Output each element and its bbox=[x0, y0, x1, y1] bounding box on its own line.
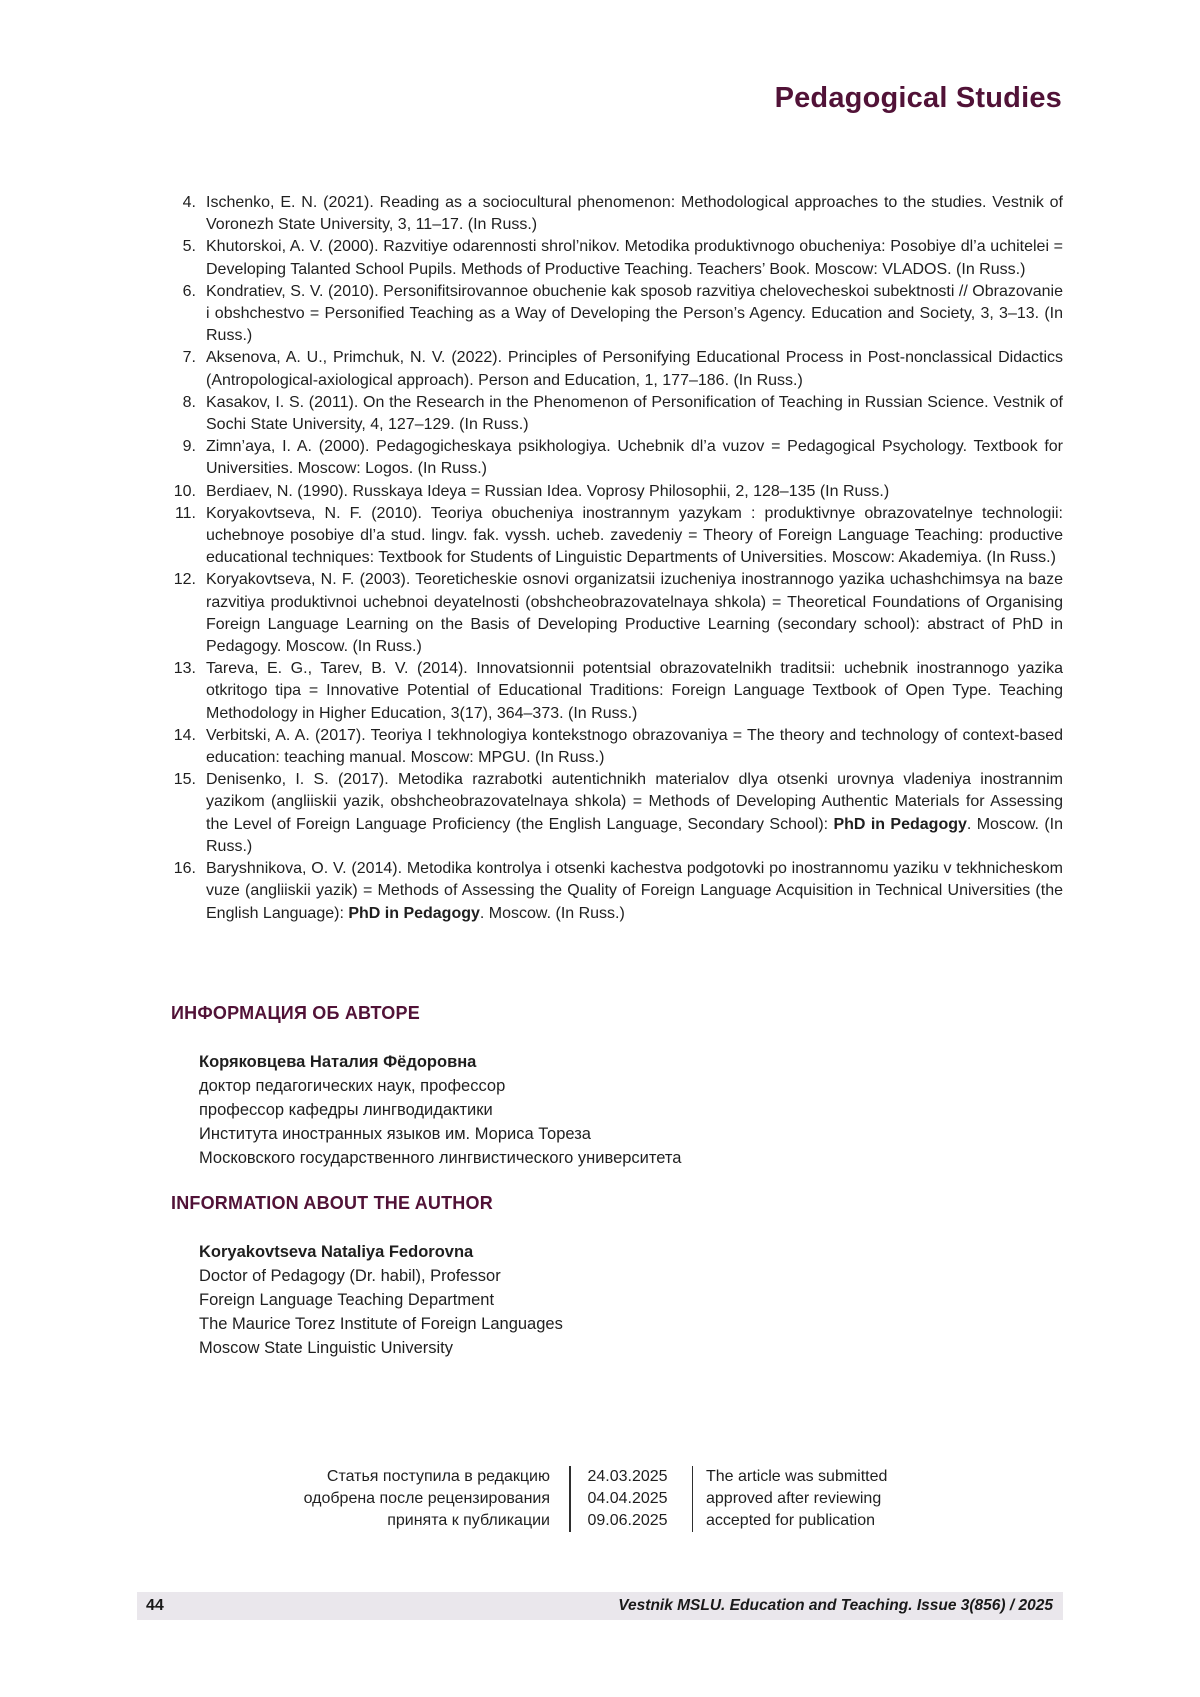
journal-issue-line: Vestnik MSLU. Education and Teaching. Issue 3(856) / 2025 bbox=[618, 1597, 1053, 1614]
reference-text bbox=[206, 392, 1063, 436]
reference-segment: Verbitski, A. A. (2017). Teoriya I tekhnologiya kontekstnogo obrazovaniya = The theory and technology of context-based education: teaching manual. Moscow: MPGU. (In Russ.) bbox=[206, 726, 1063, 767]
vertical-divider bbox=[692, 1466, 694, 1532]
reference-text bbox=[206, 236, 1063, 280]
reference-number: 11. bbox=[174, 504, 196, 522]
submission-label-en: accepted for publication bbox=[706, 1512, 875, 1529]
author-detail-line: Московского государственного лингвистического университета bbox=[199, 1149, 682, 1167]
reference-item bbox=[137, 236, 1063, 280]
author-detail-line: Foreign Language Teaching Department bbox=[199, 1291, 495, 1309]
section-heading-author-info-ru: ИНФОРМАЦИЯ ОБ АВТОРЕ bbox=[171, 1003, 420, 1023]
reference-item bbox=[137, 658, 1063, 725]
author-detail-line: The Maurice Torez Institute of Foreign Languages bbox=[199, 1315, 563, 1333]
reference-text bbox=[206, 858, 1063, 925]
reference-bold-phrase: PhD in Pedagogy bbox=[833, 815, 967, 833]
section-heading-author-info-en: INFORMATION ABOUT THE AUTHOR bbox=[171, 1193, 493, 1213]
reference-item bbox=[137, 392, 1063, 436]
reference-segment: . Moscow. (In Russ.) bbox=[206, 815, 1063, 855]
reference-item bbox=[137, 569, 1063, 658]
reference-segment: Khutorskoi, A. V. (2000). Razvitiye odarennosti shrol’nikov. Metodika produktivnogo obucheniya: Posobiye dl’a uchitelei = Developing Talanted School Pupils. Methods of Productive Teaching. Teachers’ Book. Moscow: VLADOS. (In Russ.) bbox=[206, 238, 1063, 278]
reference-text bbox=[206, 503, 1063, 570]
reference-item bbox=[137, 503, 1063, 570]
submission-label-ru: одобрена после рецензирования bbox=[303, 1490, 550, 1507]
reference-segment: Zimn’aya, I. A. (2000). Pedagogicheskaya psikhologiya. Uchebnik dl’a vuzov = Pedagogical Psychology. Textbook for Universities. Moscow: Logos. (In Russ.) bbox=[206, 438, 1063, 478]
reference-segment: Koryakovtseva, N. F. (2003). Teoreticheskie osnovi organizatsii izucheniya inostrannogo yazika uchashchimsya na baze razvitiya produktivnoi uchebnoi deyatelnosti (obshcheobrazovatelnaya shkola) = Theoretical Foundations of Organising Foreign Language Learning on the Basis of Developing Productive Learning (secondary school): abstract of PhD in Pedagogy. Moscow. (In Russ.) bbox=[206, 571, 1063, 656]
author-detail-line: Moscow State Linguistic University bbox=[199, 1339, 454, 1357]
reference-segment: Tareva, E. G., Tarev, B. V. (2014). Innovatsionnii potentsial obrazovatelnikh traditsii: uchebnik inostrannogo yazika otkritogo tipa = Innovative Potential of Educational Traditions: Foreign Language Textbook of Open Type. Teaching Methodology in Higher Education, 3(17), 364–373. (In Russ.) bbox=[206, 660, 1063, 722]
reference-number: 13. bbox=[173, 660, 196, 678]
reference-bold-phrase: PhD in Pedagogy bbox=[348, 904, 480, 922]
author-detail-line: Института иностранных языков им. Мориса Тореза bbox=[199, 1125, 591, 1143]
page-number: 44 bbox=[146, 1597, 164, 1614]
reference-segment: Denisenko, I. S. (2017). Metodika razrabotki autentichnikh materialov dlya otsenki urovnya vladeniya inostrannim yazikom (angliiskii yazik, obshcheobrazovatelnaya shkola) = Methods of Developing Authentic Materials for Assessing the Level of Foreign Language Proficiency (the English Language, Secondary School): bbox=[206, 771, 1063, 833]
submission-date-value: 09.06.2025 bbox=[587, 1512, 668, 1529]
author-block-ru bbox=[199, 1050, 681, 1170]
author-details-ru bbox=[199, 1074, 681, 1170]
reference-text bbox=[206, 347, 1063, 391]
reference-number: 10. bbox=[173, 482, 196, 500]
reference-segment: Berdiaev, N. (1990). Russkaya Ideya = Russian Idea. Voprosy Philosophii, 2, 128–135 (In Russ.) bbox=[206, 482, 890, 500]
reference-item bbox=[137, 481, 1063, 503]
references-list bbox=[137, 192, 1063, 925]
reference-segment: Ischenko, E. N. (2021). Reading as a sociocultural phenomenon: Methodological approaches to the studies. Vestnik of Voronezh State University, 3, 11–17. (In Russ.) bbox=[206, 194, 1063, 234]
reference-number: 5. bbox=[182, 238, 196, 256]
submission-label-en: approved after reviewing bbox=[706, 1490, 882, 1507]
submission-date-value: 24.03.2025 bbox=[587, 1468, 668, 1485]
reference-number: 7. bbox=[182, 349, 196, 367]
reference-item bbox=[137, 192, 1063, 236]
submission-label-en: The article was submitted bbox=[706, 1468, 888, 1485]
submission-label-ru: принята к публикации bbox=[387, 1512, 550, 1529]
author-name-en: Koryakovtseva Nataliya Fedorovna bbox=[199, 1243, 474, 1261]
reference-text bbox=[206, 569, 1063, 658]
submission-labels-ru bbox=[137, 1466, 550, 1532]
reference-item bbox=[137, 281, 1063, 348]
reference-number: 15. bbox=[173, 771, 196, 789]
author-detail-line: доктор педагогических наук, профессор bbox=[199, 1077, 506, 1095]
author-detail-line: профессор кафедры лингводидактики bbox=[199, 1101, 493, 1119]
reference-item bbox=[137, 858, 1063, 925]
reference-number: 9. bbox=[182, 438, 196, 456]
vertical-divider bbox=[569, 1466, 571, 1532]
reference-text bbox=[206, 725, 1063, 769]
reference-item bbox=[137, 436, 1063, 480]
reference-segment: Aksenova, A. U., Primchuk, N. V. (2022). Principles of Personifying Educational Process in Post-nonclassical Didactics (Antropological-axiological approach). Person and Education, 1, 177–186. (In Russ.) bbox=[206, 349, 1063, 389]
reference-segment: Koryakovtseva, N. F. (2010). Teoriya obucheniya inostrannym yazykam : produktivnye obrazovatelnye technologii: uchebnoye posobiye dl’a stud. lingv. fak. vyssh. ucheb. zavedeniy = Theory of Foreign Language Teaching: productive educational techniques: Textbook for Students of Linguistic Departments of Universities. Moscow: Akademiya. (In Russ.) bbox=[206, 504, 1063, 567]
reference-number: 14. bbox=[173, 726, 196, 744]
reference-item bbox=[137, 347, 1063, 391]
reference-number: 12. bbox=[173, 571, 196, 589]
reference-text bbox=[206, 192, 1063, 236]
submission-date-value: 04.04.2025 bbox=[587, 1490, 668, 1507]
page-footer bbox=[137, 1592, 1063, 1620]
author-detail-line: Doctor of Pedagogy (Dr. habil), Professor bbox=[199, 1267, 501, 1285]
reference-segment: Kasakov, I. S. (2011). On the Research in the Phenomenon of Personification of Teaching in Russian Science. Vestnik of Sochi State University, 4, 127–129. (In Russ.) bbox=[206, 393, 1063, 434]
reference-text bbox=[206, 436, 1063, 480]
reference-segment: Kondratiev, S. V. (2010). Personifitsirovannoe obuchenie kak sposob razvitiya chelovecheskoi subektnosti // Obrazovanie i obshchestvo = Personified Teaching as a Way of Developing the Person’s Agency. Education and Society, 3, 3–13. (In Russ.) bbox=[206, 282, 1063, 345]
reference-number: 6. bbox=[182, 282, 196, 300]
reference-text bbox=[206, 769, 1063, 858]
reference-text bbox=[206, 481, 1063, 503]
reference-segment: . Moscow. (In Russ.) bbox=[479, 904, 625, 922]
reference-item bbox=[137, 769, 1063, 858]
submission-dates-block bbox=[137, 1466, 1063, 1532]
reference-number: 8. bbox=[182, 393, 196, 411]
author-name-ru: Коряковцева Наталия Фёдоровна bbox=[199, 1053, 477, 1071]
author-block-en bbox=[199, 1240, 563, 1360]
reference-text bbox=[206, 281, 1063, 348]
reference-item bbox=[137, 725, 1063, 769]
page-title: Pedagogical Studies bbox=[774, 82, 1062, 114]
reference-number: 16. bbox=[173, 860, 196, 878]
reference-segment: Baryshnikova, O. V. (2014). Metodika kontrolya i otsenki kachestva podgotovki po inostrannomu yaziku v tekhnicheskom vuze (angliiskii yazik) = Methods of Assessing the Quality of Foreign Language Acquisition in Technical Universities (the English Language): bbox=[206, 860, 1063, 922]
author-details-en bbox=[199, 1264, 563, 1360]
submission-label-ru: Статья поступила в редакцию bbox=[326, 1468, 550, 1485]
submission-dates bbox=[588, 1466, 672, 1532]
reference-text bbox=[206, 658, 1063, 725]
reference-number: 4. bbox=[182, 194, 196, 211]
submission-labels-en bbox=[706, 1466, 1063, 1532]
